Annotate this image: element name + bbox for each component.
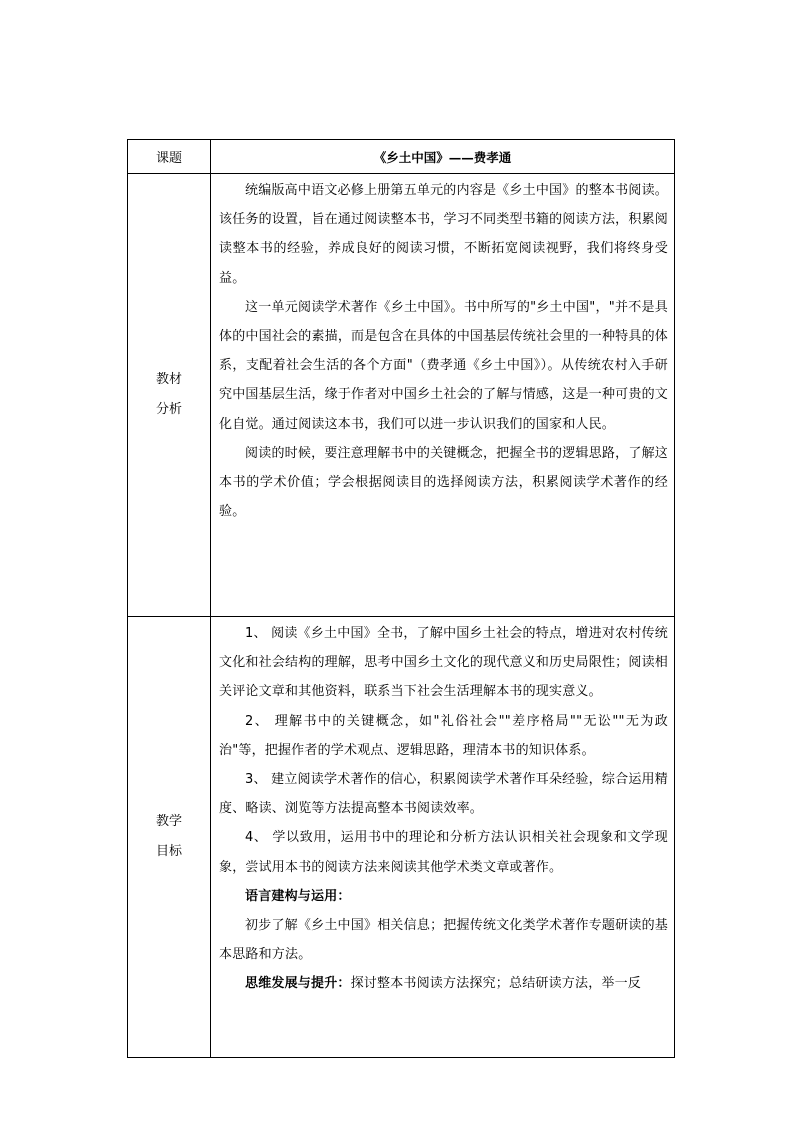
goals-label (128, 617, 211, 1058)
goals-label-line1: 教学 (155, 814, 182, 829)
goal-item: 1、 阅读《乡土中国》全书，了解中国乡土社会的特点，增进对农村传统文化和社会结构的理解，思考中国乡土文化的现代意义和历史局限性；阅读相关评论文章和其他资料，联系当下社会生活理解本书的现实意义。 (219, 626, 668, 700)
language-heading: 语言建构与运用： (245, 888, 351, 904)
goal-item: 2、 理解书中的关键概念，如"礼俗社会""差序格局""无讼""无为政治"等，把握作者的学术观点、逻辑思路，理清本书的知识体系。 (219, 713, 668, 758)
lesson-title: 《乡土中国》——费孝通 (211, 140, 675, 174)
analysis-paragraph: 阅读的时候，要注意理解书中的关键概念，把握全书的逻辑思路，了解这本书的学术价值；学会根据阅读目的选择阅读方法，积累阅读学术著作的经验。 (219, 445, 668, 520)
goals-content (211, 617, 675, 1058)
title-row (128, 140, 675, 174)
analysis-label-line2: 分析 (155, 402, 182, 417)
thinking-heading: 思维发展与提升： (245, 976, 351, 992)
language-text: 初步了解《乡土中国》相关信息；把握传统文化类学术著作专题研读的基本思路和方法。 (219, 918, 668, 963)
lesson-plan-table (127, 139, 675, 1058)
goal-item: 4、 学以致用，运用书中的理论和分析方法认识相关社会现象和文学现象，尝试用本书的阅读方法来阅读其他学术类文章或著作。 (219, 830, 668, 875)
goals-row (128, 617, 675, 1058)
goal-item: 3、 建立阅读学术著作的信心，积累阅读学术著作耳朵经验，综合运用精度、略读、浏览等方法提高整本书阅读效率。 (219, 772, 668, 817)
topic-label: 课题 (128, 140, 211, 174)
analysis-paragraph: 这一单元阅读学术著作《乡土中国》。书中所写的"乡土中国"，"并不是具体的中国社会的素描，而是包含在具体的中国基层传统社会里的一种特具的体系，支配着社会生活的各个方面"（费孝通《乡土中国》）。从传统农村入手研究中国基层生活，缘于作者对中国乡土社会的了解与情感，这是一种可贵的文化自觉。通过阅读这本书，我们可以进一步认识我们的国家和人民。 (219, 299, 668, 432)
analysis-paragraph: 统编版高中语文必修上册第五单元的内容是《乡土中国》的整本书阅读。该任务的设置，旨在通过阅读整本书，学习不同类型书籍的阅读方法，积累阅读整本书的经验，养成良好的阅读习惯，不断拓宽阅读视野，我们将终身受益。 (219, 183, 668, 286)
thinking-paragraph (219, 969, 668, 998)
analysis-label-line1: 教材 (155, 372, 182, 387)
analysis-label (128, 174, 211, 617)
goals-label-line2: 目标 (155, 844, 182, 859)
analysis-content (211, 174, 675, 617)
analysis-row (128, 174, 675, 617)
thinking-text: 探讨整本书阅读方法探究；总结研读方法，举一反 (350, 976, 642, 992)
